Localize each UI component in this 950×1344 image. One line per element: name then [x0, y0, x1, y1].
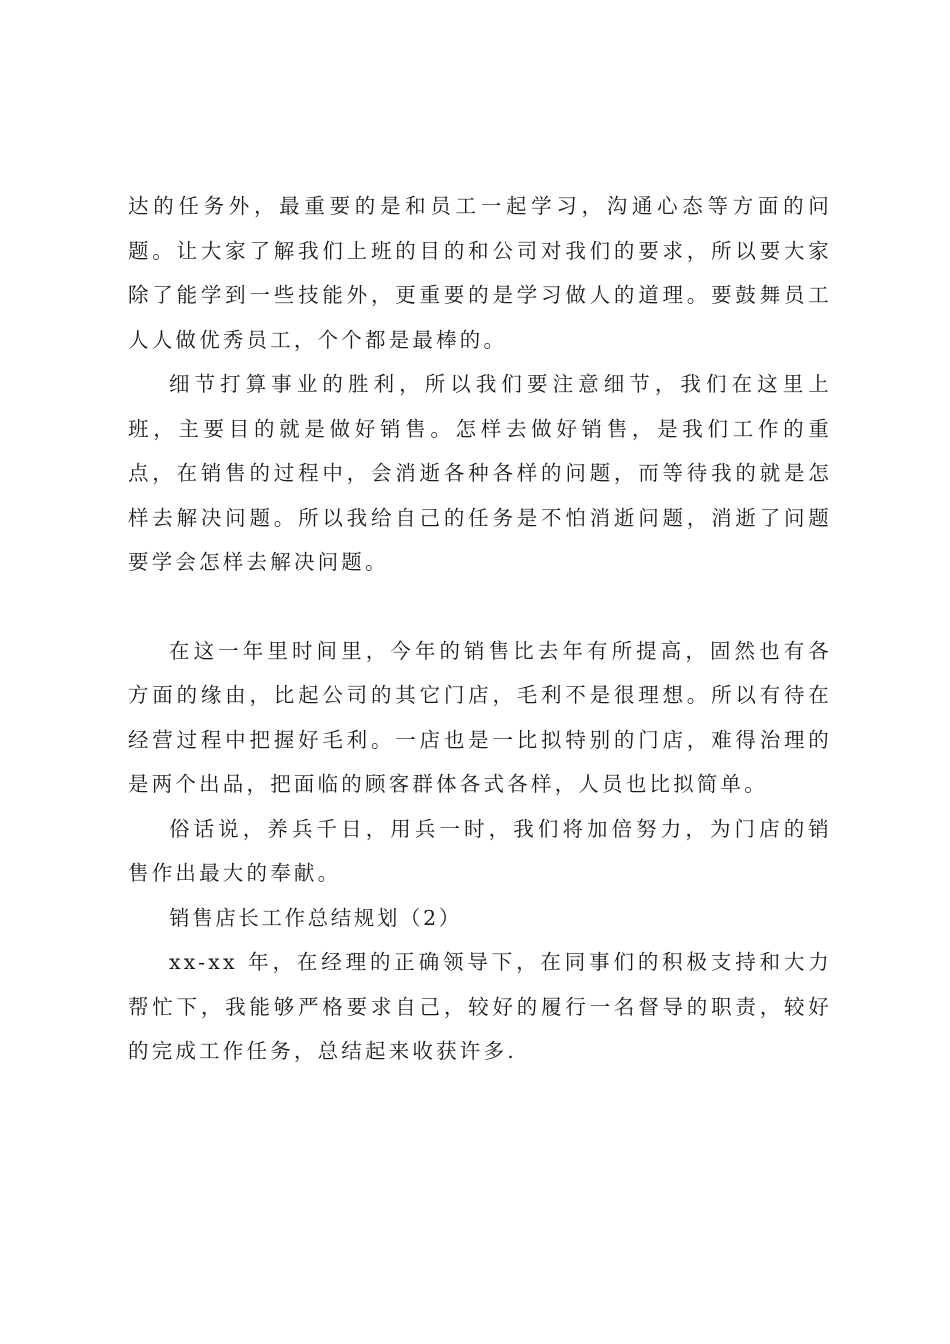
paragraph-yearly-sales: 在这一年里时间里，今年的销售比去年有所提高，固然也有各方面的缘由，比起公司的其它门店，毛利不是很理想。所以有待在经营过程中把握好毛利。一店也是一比拟特别的门店，难得治理的是两个出品，把面临的顾客群体各式各样，人员也比拟简单。	[128, 638, 832, 796]
paragraph-proverb: 俗话说，养兵千日，用兵一时，我们将加倍努力，为门店的销售作出最大的奉献。	[128, 816, 832, 885]
paragraph-details: 细节打算事业的胜利，所以我们要注意细节，我们在这里上班，主要目的就是做好销售。怎样去做好销售，是我们工作的重点，在销售的过程中，会消逝各种各样的问题，而等待我的就是怎样去解决问题。所以我给自己的任务是不怕消逝问题，消逝了问题要学会怎样去解决问题。	[128, 372, 832, 574]
paragraph-summary-intro: xx-xx 年，在经理的正确领导下，在同事们的积极支持和大力帮忙下，我能够严格要求自己，较好的履行一名督导的职责，较好的完成工作任务，总结起来收获许多.	[128, 950, 832, 1063]
section-heading: 销售店长工作总结规划（2）	[169, 905, 462, 930]
paragraph-continuation: 达的任务外，最重要的是和员工一起学习，沟通心态等方面的问题。让大家了解我们上班的目的和公司对我们的要求，所以要大家除了能学到一些技能外，更重要的是学习做人的道理。要鼓舞员工人人做优秀员工，个个都是最棒的。	[128, 194, 832, 352]
document-body	[128, 184, 832, 1074]
